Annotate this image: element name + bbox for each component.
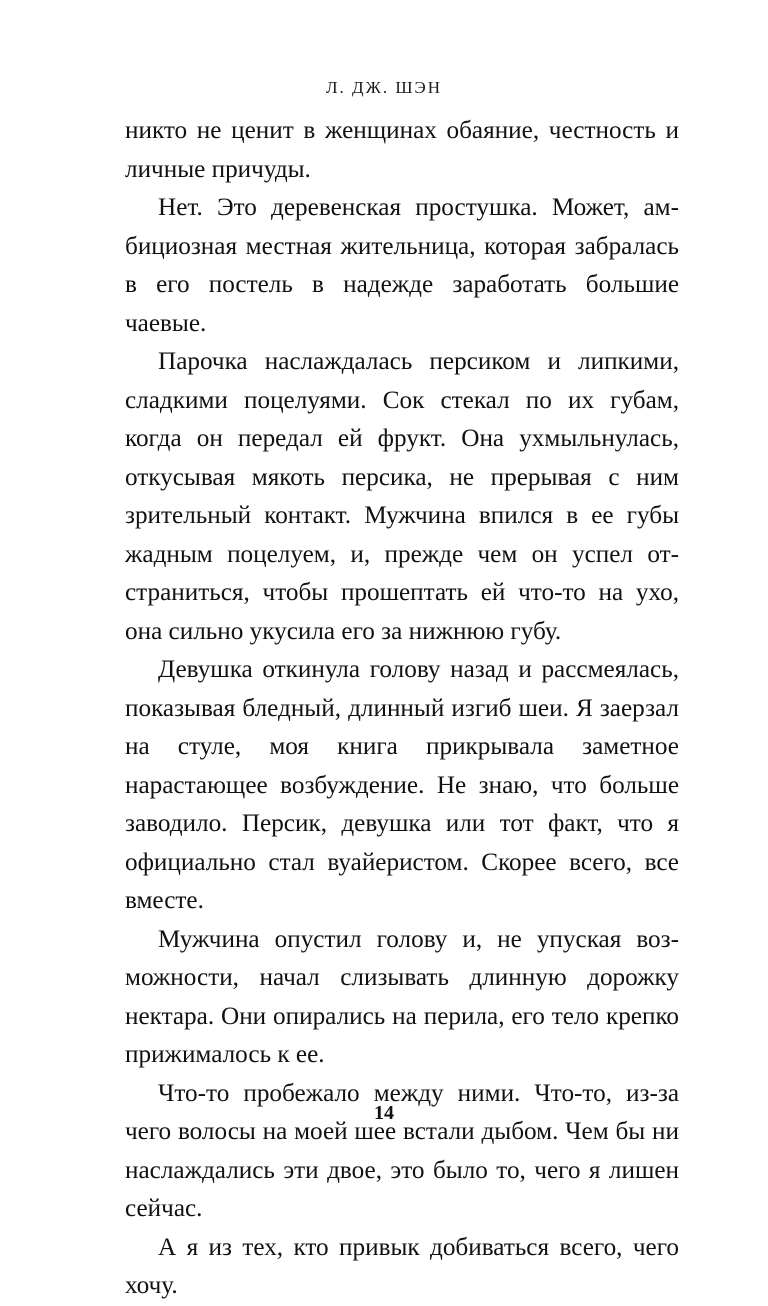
paragraph: А я из тех, кто привык добиваться всего, чего хочу.: [125, 1233, 679, 1299]
paragraph: Что-то пробежало между ними. Что-то, из-за чего волосы на моей шее встали дыбом. Чем бы ни наслаждались эти двое, это было то, чего я лишен сейчас.: [125, 1079, 679, 1222]
paragraph: Парочка наслаждалась персиком и липкими, сладкими поцелуями. Сок стекал по их губам, когда он передал ей фрукт. Она ухмыльнулась, откусывая мякоть персика, не прерывая с ним зрительный контакт. Мужчина впился в ее губы жадным поцелуем, и, прежде чем он успел отстраниться, чтобы прошептать ей что-то на ухо, она сильно укусила его за нижнюю губу.: [125, 348, 679, 645]
paragraph-continued: никто не ценит в женщинах обаяние, честность и личные причуды.: [125, 117, 679, 183]
running-head-author: Л. ДЖ. ШЭН: [325, 78, 442, 97]
body-text: [125, 112, 679, 1306]
page-number: 14: [374, 1102, 394, 1124]
paragraph: Мужчина опустил голову и, не упуская возможности, начал слизывать длинную дорожку нектара. Они опирались на перила, его тело крепко прижималось к ее.: [125, 925, 679, 1068]
paragraph: Нет. Это деревенская простушка. Может, амбициозная местная жительница, которая забралась в его постель в надежде заработать большие чаевые.: [125, 194, 679, 337]
paragraph: Девушка откинула голову назад и рассмеялась, показывая бледный, длинный изгиб шеи. Я заерзал на стуле, моя книга прикрывала заметное нарастающее возбуждение. Не знаю, что больше заводило. Персик, девушка или тот факт, что я официально стал вуайеристом. Скорее всего, все вместе.: [125, 656, 679, 914]
